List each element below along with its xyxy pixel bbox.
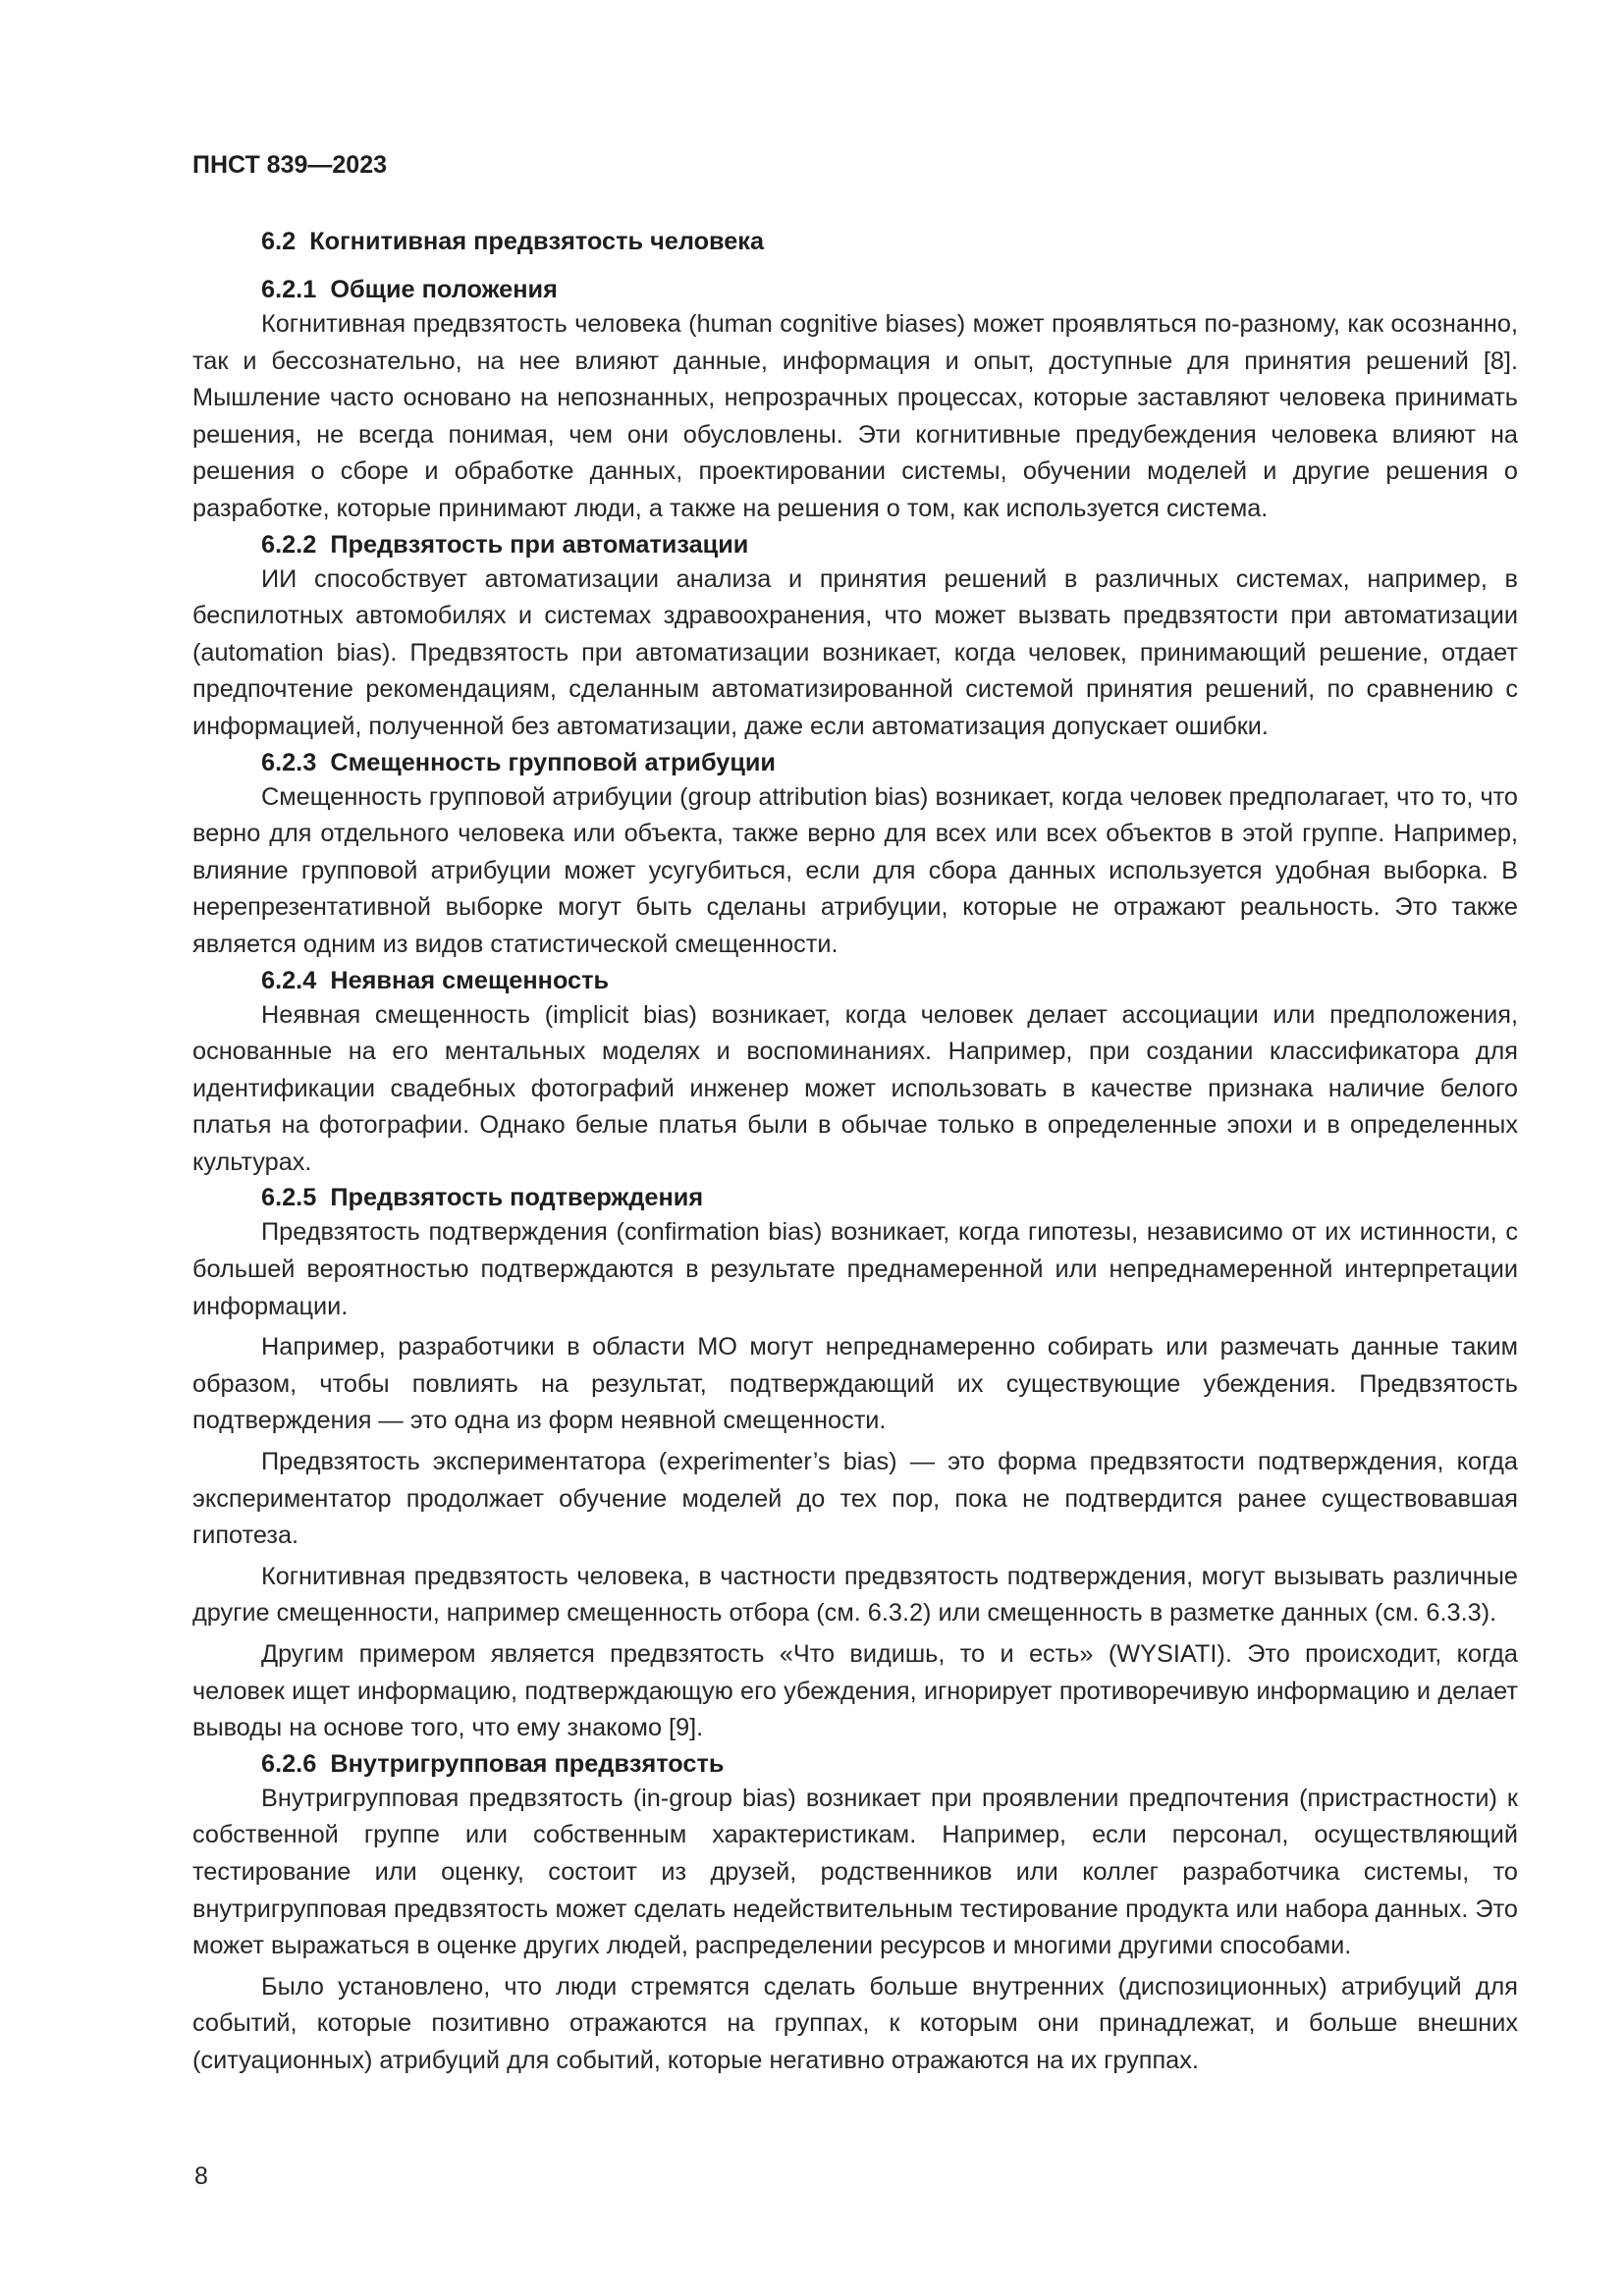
paragraph: Внутригрупповая предвзятость (in-group bias) возникает при проявлении предпочтения (пристрастности) к собственной группе или собственным характеристикам. Например, если персонал, осуществляющий тестирование или оценку, состоит из друзей, родственников или коллег разработчика системы, то внутригрупповая предвзятость может сделать недействительным тестирование продукта или набора данных. Это может выражаться в оценке других людей, распределении ресурсов и многими другими способами. [192,1784,1518,1960]
paragraph: Предвзятость экспериментатора (experimenter’s bias) — это форма предвзятости подтверждения, когда экспериментатор продолжает обучение моделей до тех пор, пока не подтвердится ранее существовавшая гипотеза. [192,1448,1518,1550]
subsection-number: 6.2.5 [261,1184,317,1212]
subsection-number: 6.2.3 [261,748,317,776]
paragraph: Предвзятость подтверждения (confirmation bias) возникает, когда гипотезы, независимо от их истинности, с большей вероятностью подтверждаются в результате преднамеренной или непреднамеренной интерпретации информации. [192,1218,1518,1320]
paragraph: Когнитивная предвзятость человека, в частности предвзятость подтверждения, могут вызывать различные другие смещенности, например смещенность отбора (см. 6.3.2) или смещенность в разметке данных (см. 6.3.3). [192,1562,1518,1628]
subsection-title: Предвзятость при автоматизации [330,530,749,559]
subsection [192,746,1518,964]
subsection-title: Общие положения [330,276,558,303]
section-number: 6.2 [261,228,297,255]
subsection-heading [192,1747,1518,1781]
page-content [192,224,1518,2080]
subsection-heading [192,1181,1518,1214]
paragraph: Неявная смещенность (implicit bias) возникает, когда человек делает ассоциации или предположения, основанные на его ментальных моделях и воспоминаниях. Например, при создании классификатора для идентификации свадебных фотографий инженер может использовать в качестве признака наличие белого платья на фотографии. Однако белые платья были в обычае только в определенные эпохи и в определенных культурах. [192,1000,1518,1176]
paragraph: Было установлено, что люди стремятся сделать больше внутренних (диспозиционных) атрибуций для событий, которые позитивно отражаются на группах, к которым они принадлежат, и больше внешних (ситуационных) атрибуций для событий, которые негативно отражаются на их группах. [192,1972,1518,2074]
subsection-number: 6.2.6 [261,1749,317,1778]
paragraph: Смещенность групповой атрибуции (group attribution bias) возникает, когда человек предполагает, что то, что верно для отдельного человека или объекта, также верно для всех или всех объектов в этой группе. Например, влияние групповой атрибуции может усугубиться, если для сбора данных используется удобная выборка. В нерепрезентативной выборке могут быть сделаны атрибуции, которые не отражают реальность. Это также является одним из видов статистической смещенности. [192,782,1518,958]
subsection-heading [192,528,1518,561]
subsection [192,528,1518,746]
subsection-heading [192,746,1518,779]
paragraph: ИИ способствует автоматизации анализа и принятия решений в различных системах, например, в беспилотных автомобилях и системах здравоохранения, что может вызвать предвзятости при автоматизации (automation bias). Предвзятость при автоматизации возникает, когда человек, принимающий решение, отдает предпочтение рекомендациям, сделанным автоматизированной системой принятия решений, по сравнению с информацией, полученной без автоматизации, даже если автоматизация допускает ошибки. [192,564,1518,740]
subsection [192,964,1518,1182]
subsections-container [192,273,1518,2080]
subsection [192,1747,1518,2080]
paragraph: Другим примером является предвзятость «Что видишь, то и есть» (WYSIATI). Это происходит, когда человек ищет информацию, подтверждающую его убеждения, игнорирует противоречивую информацию и делает выводы на основе того, что ему знакомо [9]. [192,1640,1518,1742]
subsection [192,273,1518,528]
subsection-title: Неявная смещенность [330,966,610,994]
subsection-number: 6.2.4 [261,966,317,994]
subsection [192,1181,1518,1746]
subsection-title: Смещенность групповой атрибуции [330,748,776,776]
page-number: 8 [194,2163,208,2190]
subsection-heading [192,273,1518,306]
subsection-number: 6.2.1 [261,276,317,303]
section-title: Когнитивная предвзятость человека [309,228,765,255]
subsection-title: Внутригрупповая предвзятость [330,1749,725,1778]
paragraph: Когнитивная предвзятость человека (human cognitive biases) может проявляться по-разному, как осознанно, так и бессознательно, на нее влияют данные, информация и опыт, доступные для принятия решений [8]. Мышление часто основано на непознанных, непрозрачных процессах, которые заставляют человека принимать решения, не всегда понимая, чем они обусловлены. Эти когнитивные предубеждения человека влияют на решения о сборе и обработке данных, проектировании системы, обучении моделей и другие решения о разработке, которые принимают люди, а также на решения о том, как используется система. [192,310,1518,522]
subsection-number: 6.2.2 [261,530,317,559]
section-heading [192,224,1518,259]
subsection-title: Предвзятость подтверждения [330,1184,704,1212]
paragraph: Например, разработчики в области МО могут непреднамеренно собирать или размечать данные таким образом, чтобы повлиять на результат, подтверждающий их существующие убеждения. Предвзятость подтверждения — это одна из форм неявной смещенности. [192,1333,1518,1435]
subsection-heading [192,964,1518,997]
document-code: ПНСТ 839—2023 [192,151,387,179]
